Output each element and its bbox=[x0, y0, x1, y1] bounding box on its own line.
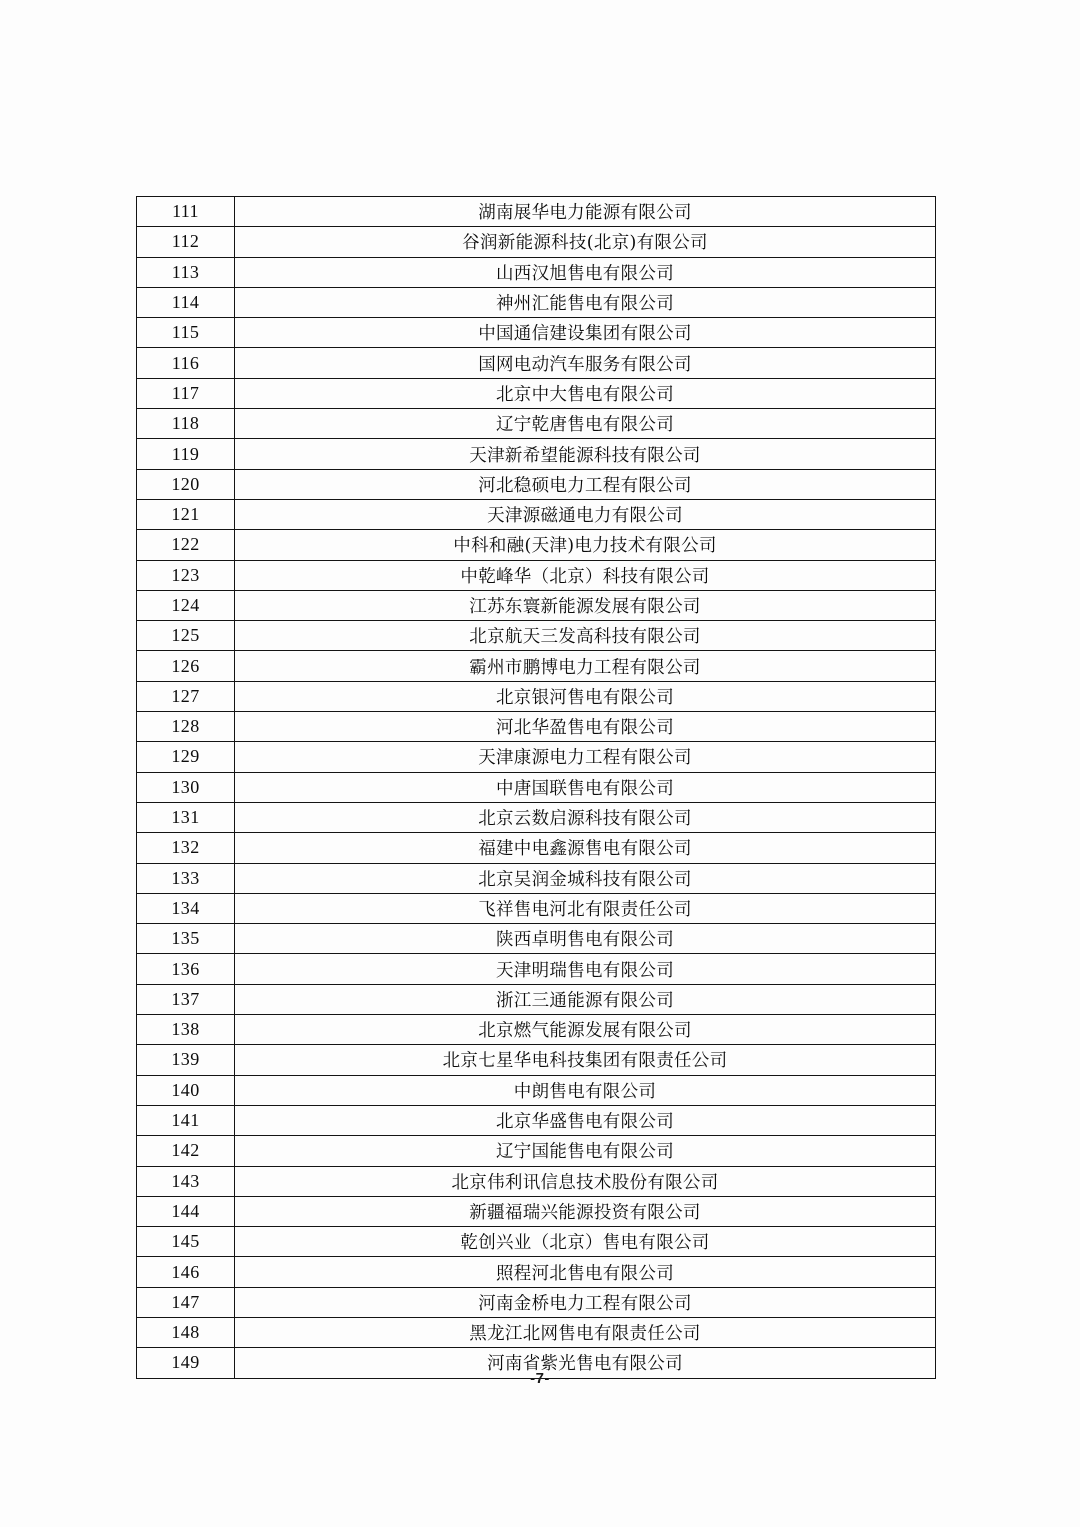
table-row bbox=[137, 197, 936, 227]
row-index-cell: 127 bbox=[137, 681, 235, 711]
company-name-cell: 辽宁乾唐售电有限公司 bbox=[235, 409, 936, 439]
table-row bbox=[137, 772, 936, 802]
table-row bbox=[137, 1045, 936, 1075]
row-index-cell: 142 bbox=[137, 1136, 235, 1166]
table-body bbox=[137, 197, 936, 1379]
table-row bbox=[137, 1166, 936, 1196]
row-index-cell: 138 bbox=[137, 1015, 235, 1045]
table-row bbox=[137, 227, 936, 257]
row-index-cell: 111 bbox=[137, 197, 235, 227]
row-index-cell: 125 bbox=[137, 621, 235, 651]
row-index-cell: 118 bbox=[137, 409, 235, 439]
table-row bbox=[137, 469, 936, 499]
company-name-cell: 中朗售电有限公司 bbox=[235, 1075, 936, 1105]
table-row bbox=[137, 1317, 936, 1347]
row-index-cell: 140 bbox=[137, 1075, 235, 1105]
table-row bbox=[137, 1015, 936, 1045]
row-index-cell: 122 bbox=[137, 530, 235, 560]
company-name-cell: 北京云数启源科技有限公司 bbox=[235, 802, 936, 832]
company-name-cell: 河南省紫光售电有限公司 bbox=[235, 1348, 936, 1378]
table-row bbox=[137, 712, 936, 742]
company-name-cell: 北京华盛售电有限公司 bbox=[235, 1105, 936, 1135]
table-row bbox=[137, 893, 936, 923]
row-index-cell: 143 bbox=[137, 1166, 235, 1196]
table-row bbox=[137, 924, 936, 954]
company-name-cell: 北京七星华电科技集团有限责任公司 bbox=[235, 1045, 936, 1075]
table-row bbox=[137, 651, 936, 681]
company-name-cell: 天津新希望能源科技有限公司 bbox=[235, 439, 936, 469]
table-row bbox=[137, 954, 936, 984]
company-name-cell: 河南金桥电力工程有限公司 bbox=[235, 1287, 936, 1317]
table-row bbox=[137, 1227, 936, 1257]
company-name-cell: 谷润新能源科技(北京)有限公司 bbox=[235, 227, 936, 257]
company-name-cell: 北京中大售电有限公司 bbox=[235, 378, 936, 408]
row-index-cell: 130 bbox=[137, 772, 235, 802]
table-row bbox=[137, 742, 936, 772]
row-index-cell: 128 bbox=[137, 712, 235, 742]
row-index-cell: 133 bbox=[137, 863, 235, 893]
table-row bbox=[137, 621, 936, 651]
table-row bbox=[137, 560, 936, 590]
company-name-cell: 霸州市鹏博电力工程有限公司 bbox=[235, 651, 936, 681]
row-index-cell: 139 bbox=[137, 1045, 235, 1075]
row-index-cell: 134 bbox=[137, 893, 235, 923]
table-row bbox=[137, 1075, 936, 1105]
company-name-cell: 国网电动汽车服务有限公司 bbox=[235, 348, 936, 378]
table-row bbox=[137, 681, 936, 711]
table-row bbox=[137, 1257, 936, 1287]
row-index-cell: 149 bbox=[137, 1348, 235, 1378]
table-row bbox=[137, 257, 936, 287]
company-name-cell: 飞祥售电河北有限责任公司 bbox=[235, 893, 936, 923]
row-index-cell: 113 bbox=[137, 257, 235, 287]
row-index-cell: 135 bbox=[137, 924, 235, 954]
company-name-cell: 北京吴润金城科技有限公司 bbox=[235, 863, 936, 893]
company-name-cell: 辽宁国能售电有限公司 bbox=[235, 1136, 936, 1166]
company-name-cell: 中乾峰华（北京）科技有限公司 bbox=[235, 560, 936, 590]
table-row bbox=[137, 833, 936, 863]
row-index-cell: 123 bbox=[137, 560, 235, 590]
company-name-cell: 黑龙江北网售电有限责任公司 bbox=[235, 1317, 936, 1347]
table-row bbox=[137, 318, 936, 348]
company-name-cell: 山西汉旭售电有限公司 bbox=[235, 257, 936, 287]
row-index-cell: 124 bbox=[137, 590, 235, 620]
company-name-cell: 浙江三通能源有限公司 bbox=[235, 984, 936, 1014]
table-row bbox=[137, 439, 936, 469]
table-row bbox=[137, 530, 936, 560]
row-index-cell: 136 bbox=[137, 954, 235, 984]
company-name-cell: 陕西卓明售电有限公司 bbox=[235, 924, 936, 954]
company-name-cell: 中国通信建设集团有限公司 bbox=[235, 318, 936, 348]
company-name-cell: 神州汇能售电有限公司 bbox=[235, 287, 936, 317]
company-name-cell: 河北稳硕电力工程有限公司 bbox=[235, 469, 936, 499]
table-row bbox=[137, 1287, 936, 1317]
row-index-cell: 146 bbox=[137, 1257, 235, 1287]
table-row bbox=[137, 409, 936, 439]
row-index-cell: 141 bbox=[137, 1105, 235, 1135]
row-index-cell: 119 bbox=[137, 439, 235, 469]
table-row bbox=[137, 287, 936, 317]
row-index-cell: 144 bbox=[137, 1196, 235, 1226]
company-name-cell: 北京燃气能源发展有限公司 bbox=[235, 1015, 936, 1045]
company-name-cell: 天津明瑞售电有限公司 bbox=[235, 954, 936, 984]
company-name-cell: 北京银河售电有限公司 bbox=[235, 681, 936, 711]
company-name-cell: 天津源磁通电力有限公司 bbox=[235, 499, 936, 529]
row-index-cell: 115 bbox=[137, 318, 235, 348]
row-index-cell: 129 bbox=[137, 742, 235, 772]
company-name-cell: 照程河北售电有限公司 bbox=[235, 1257, 936, 1287]
row-index-cell: 126 bbox=[137, 651, 235, 681]
company-name-cell: 河北华盈售电有限公司 bbox=[235, 712, 936, 742]
table-row bbox=[137, 590, 936, 620]
company-name-cell: 乾创兴业（北京）售电有限公司 bbox=[235, 1227, 936, 1257]
row-index-cell: 145 bbox=[137, 1227, 235, 1257]
row-index-cell: 147 bbox=[137, 1287, 235, 1317]
row-index-cell: 132 bbox=[137, 833, 235, 863]
table-row bbox=[137, 1105, 936, 1135]
row-index-cell: 131 bbox=[137, 802, 235, 832]
company-name-cell: 北京伟利讯信息技术股份有限公司 bbox=[235, 1166, 936, 1196]
company-name-cell: 江苏东寰新能源发展有限公司 bbox=[235, 590, 936, 620]
row-index-cell: 120 bbox=[137, 469, 235, 499]
table-row bbox=[137, 378, 936, 408]
table-row bbox=[137, 984, 936, 1014]
company-name-cell: 北京航天三发高科技有限公司 bbox=[235, 621, 936, 651]
company-name-cell: 湖南展华电力能源有限公司 bbox=[235, 197, 936, 227]
company-name-cell: 中唐国联售电有限公司 bbox=[235, 772, 936, 802]
table-row bbox=[137, 1196, 936, 1226]
table-row bbox=[137, 863, 936, 893]
table-row bbox=[137, 499, 936, 529]
row-index-cell: 116 bbox=[137, 348, 235, 378]
table-row bbox=[137, 348, 936, 378]
row-index-cell: 121 bbox=[137, 499, 235, 529]
company-name-cell: 福建中电鑫源售电有限公司 bbox=[235, 833, 936, 863]
company-name-cell: 天津康源电力工程有限公司 bbox=[235, 742, 936, 772]
table-row bbox=[137, 1136, 936, 1166]
row-index-cell: 114 bbox=[137, 287, 235, 317]
company-name-cell: 新疆福瑞兴能源投资有限公司 bbox=[235, 1196, 936, 1226]
company-list-table bbox=[136, 196, 936, 1379]
row-index-cell: 137 bbox=[137, 984, 235, 1014]
table-row bbox=[137, 802, 936, 832]
row-index-cell: 148 bbox=[137, 1317, 235, 1347]
company-name-cell: 中科和融(天津)电力技术有限公司 bbox=[235, 530, 936, 560]
row-index-cell: 117 bbox=[137, 378, 235, 408]
page-number-footer: -7- bbox=[530, 1370, 550, 1387]
row-index-cell: 112 bbox=[137, 227, 235, 257]
